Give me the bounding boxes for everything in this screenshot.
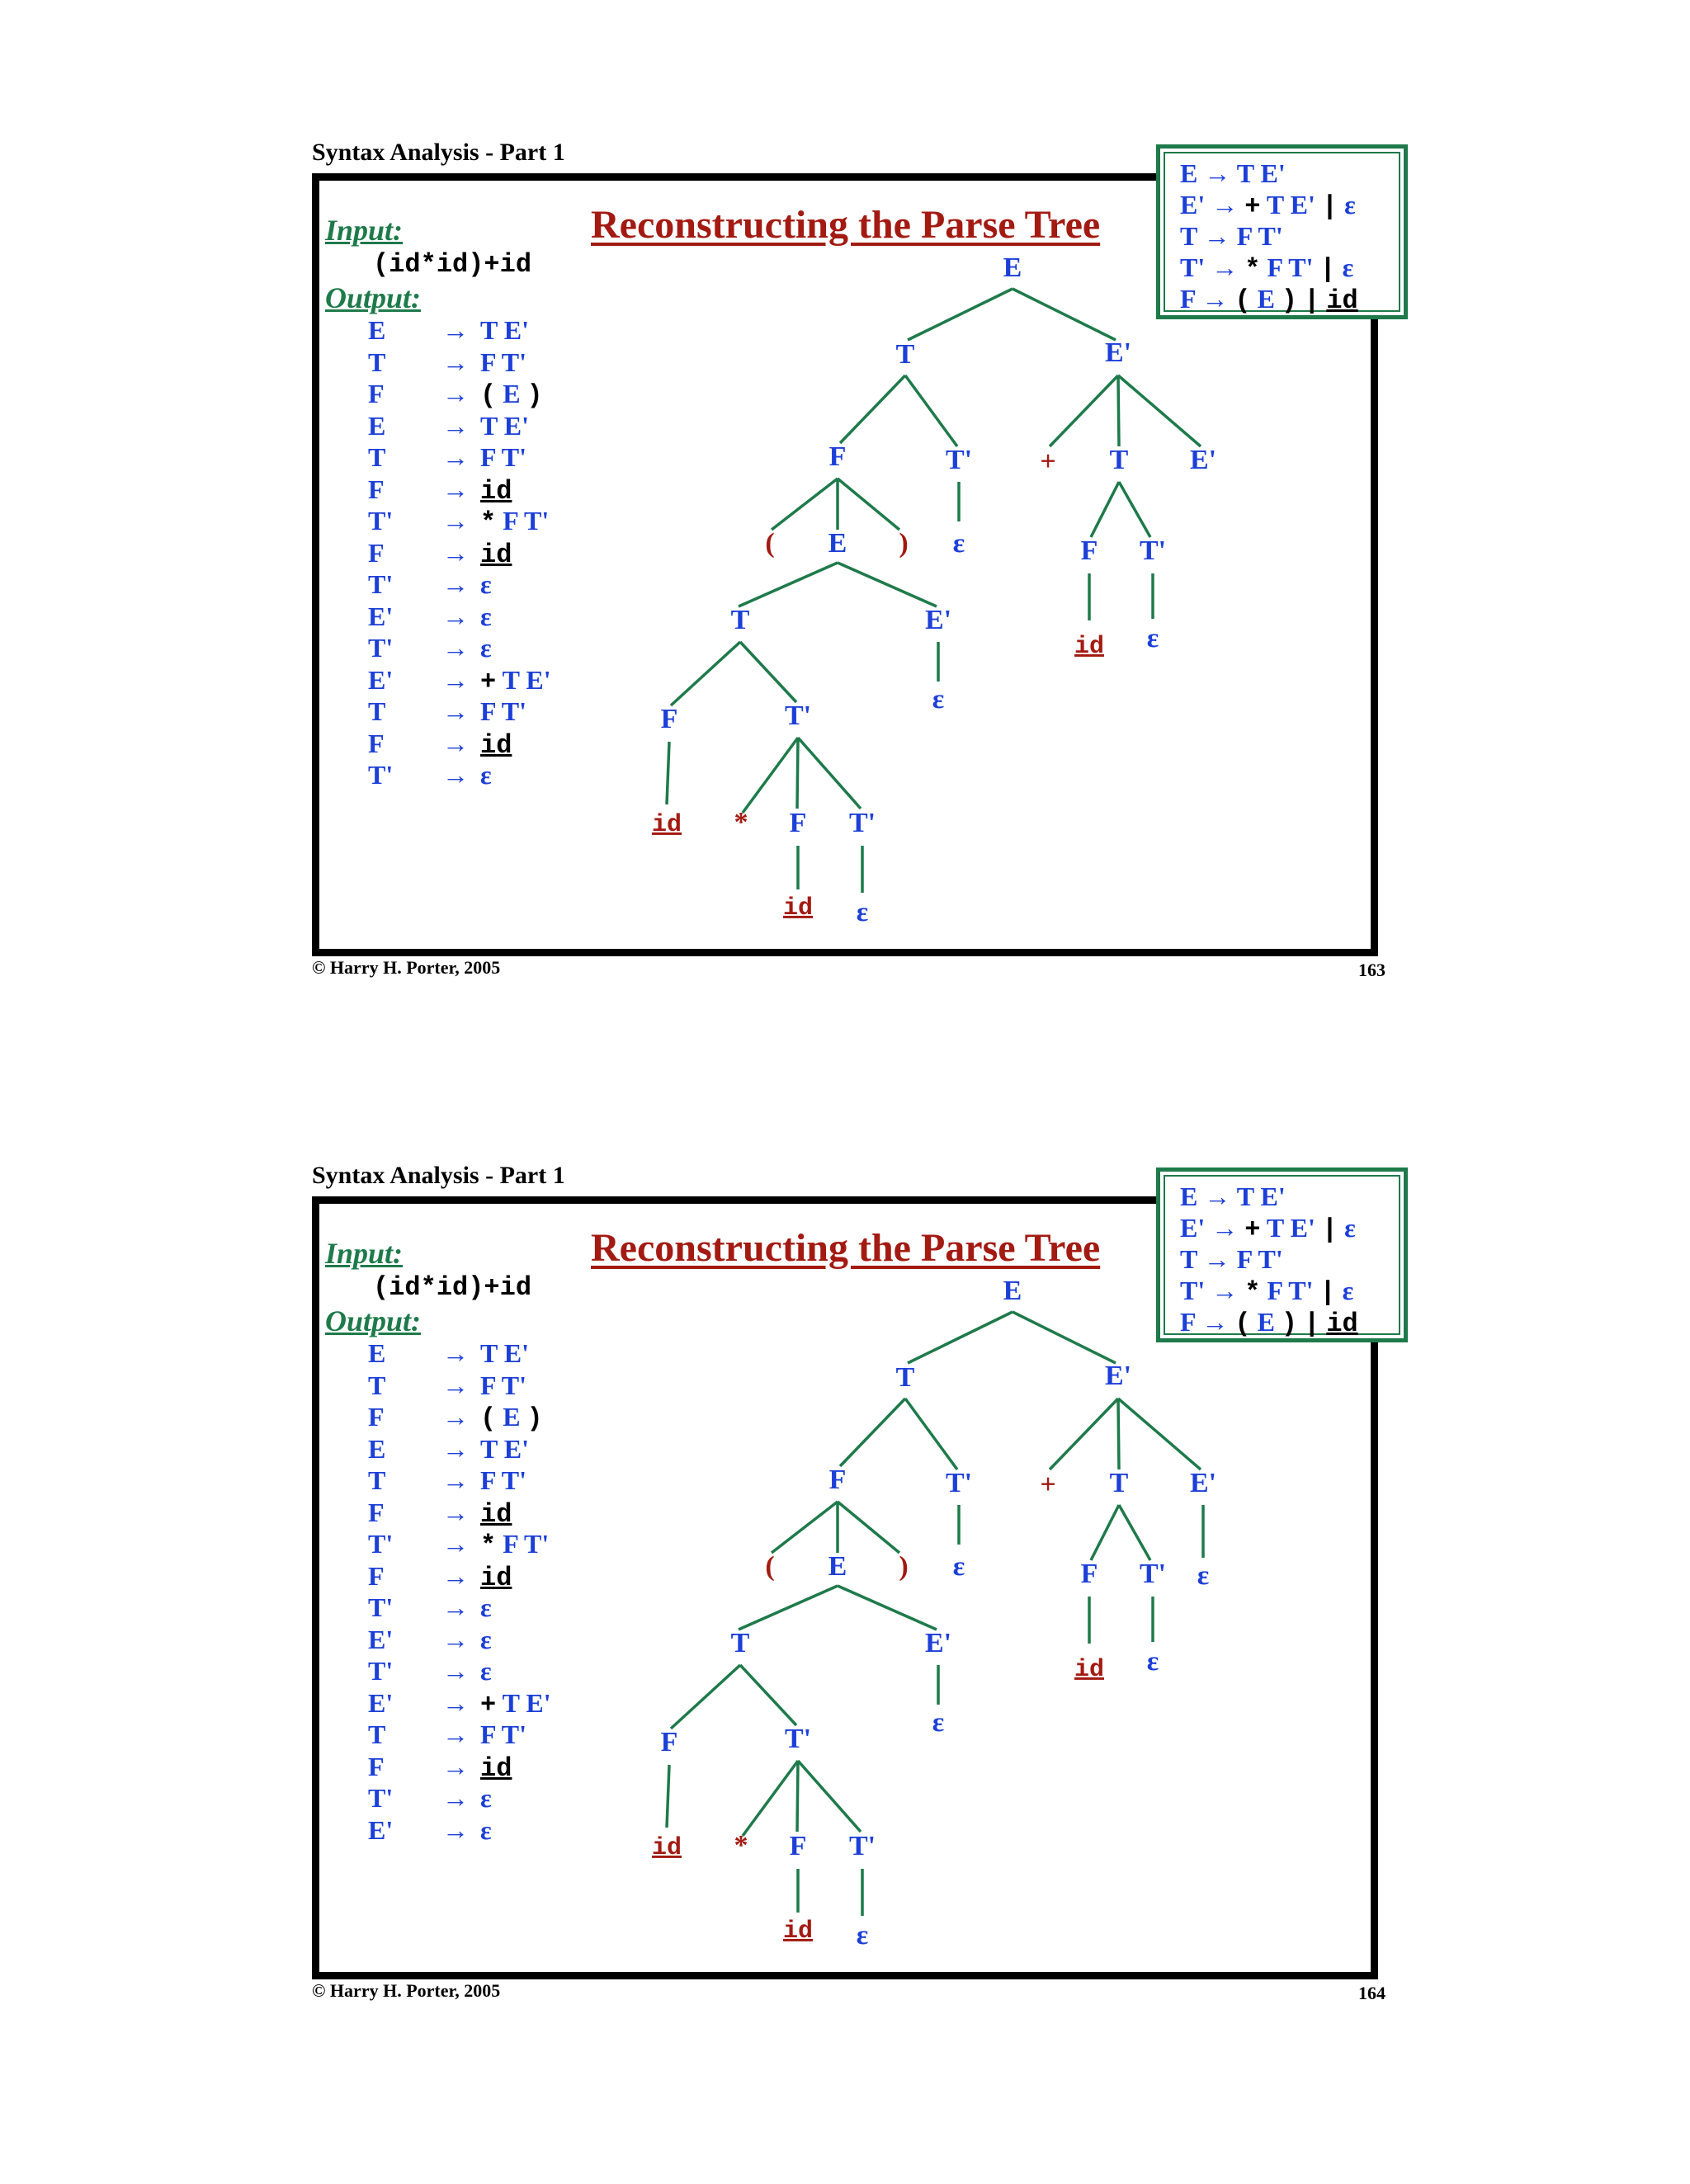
grammar-symbol: E' [503, 315, 529, 345]
tree-node-F4: F [789, 807, 807, 838]
terminal-symbol: + [1244, 1215, 1261, 1245]
terminal-symbol: + [480, 666, 497, 697]
grammar-symbol: T [480, 1338, 498, 1368]
tree-node-F4: F [789, 1830, 807, 1861]
production-lhs: E' [368, 1687, 394, 1718]
tree-node-F1: F [828, 441, 847, 472]
production-lhs: T [368, 1370, 386, 1400]
production-lhs: T' [368, 1656, 394, 1686]
tree-node-Tp3: T' [784, 700, 812, 731]
grammar-symbol: ε [1344, 1213, 1356, 1243]
production-lhs: E [368, 410, 386, 441]
grammar-symbol: ε [480, 601, 492, 631]
grammar-symbol: T [480, 315, 498, 345]
tree-node-Tp2: T' [1139, 1558, 1167, 1589]
tree-edge [908, 289, 1013, 340]
tree-edge [840, 1399, 905, 1466]
tree-node-Tp3: T' [784, 1723, 812, 1754]
tree-node-T3: T [730, 1627, 750, 1658]
tree-edge [1050, 1399, 1118, 1469]
arrow-icon: → [442, 1529, 469, 1559]
grammar-symbol: E [503, 1402, 521, 1432]
tree-edge [743, 738, 798, 813]
grammar-symbol: ε [1342, 252, 1354, 282]
tree-node-plus: + [1040, 446, 1056, 477]
arrow-icon: → [442, 315, 469, 345]
grammar-symbol: E' [1260, 1182, 1286, 1211]
input-value: (id*id)+id [373, 1272, 532, 1303]
tree-node-Ep2: E' [1189, 444, 1217, 475]
output-label: Output: [325, 281, 422, 314]
terminal-symbol: ) [1281, 1309, 1298, 1339]
arrow-icon: → [442, 1656, 469, 1686]
copyright: © Harry H. Porter, 2005 [312, 957, 501, 978]
tree-node-Tp1: T' [945, 1467, 973, 1498]
terminal-symbol: * [1244, 254, 1261, 285]
production-lhs: E' [368, 664, 394, 695]
grammar-symbol: T' [1288, 1276, 1314, 1305]
arrow-icon: → [442, 1497, 469, 1527]
input-label: Input: [325, 1237, 404, 1270]
grammar-symbol: T' [501, 1719, 527, 1749]
tree-node-star: * [734, 1829, 748, 1861]
production-lhs: E [368, 315, 386, 345]
grammar-lhs: F [1180, 284, 1202, 314]
tree-node-Ep1: E' [1104, 1360, 1132, 1391]
arrow-icon: → [1203, 221, 1237, 251]
arrow-icon: → [442, 601, 469, 631]
tree-node-Ep3: E' [924, 604, 952, 635]
production-lhs: T' [368, 1529, 394, 1559]
grammar-symbol: E' [503, 1433, 529, 1464]
grammar-symbol: E' [1260, 158, 1286, 188]
tree-edge [838, 1586, 937, 1630]
terminal-symbol: * [1244, 1277, 1261, 1308]
grammar-symbol: ε [480, 633, 492, 663]
tree-node-eps4: ε [856, 1919, 869, 1951]
tree-edge [840, 375, 905, 443]
tree-node-eps1: ε [952, 527, 965, 559]
tree-node-F1: F [828, 1464, 847, 1495]
terminal-symbol: ( [480, 1403, 497, 1434]
arrow-icon: → [442, 1465, 469, 1495]
terminal-symbol: | [1319, 254, 1336, 285]
grammar-symbol: T [502, 1687, 520, 1718]
grammar-symbol: F [480, 442, 496, 472]
grammar-symbol: ε [480, 1814, 492, 1845]
tree-node-T2: T [1109, 444, 1129, 475]
tree-edge [797, 1761, 798, 1832]
tree-node-lp: ( [765, 527, 775, 559]
grammar-symbol: T' [523, 506, 550, 535]
arrow-icon: → [442, 760, 469, 790]
tree-edge [739, 563, 838, 606]
arrow-icon: → [442, 379, 469, 408]
arrow-icon: → [1203, 1244, 1237, 1274]
grammar-symbol: T [1266, 1213, 1284, 1243]
tree-edge [1118, 1399, 1119, 1469]
arrow-icon: → [442, 1814, 469, 1845]
tree-node-T2: T [1109, 1467, 1129, 1498]
production-lhs: T' [368, 633, 394, 663]
page-number: 164 [1358, 1983, 1386, 2003]
grammar-symbol: E [503, 379, 521, 408]
grammar-lhs: T [1180, 221, 1204, 251]
grammar-symbol: T [1236, 158, 1254, 188]
tree-node-rp: ) [899, 1550, 909, 1582]
grammar-lhs: E [1180, 158, 1205, 188]
tree-node-lp: ( [765, 1550, 775, 1582]
tree-edge [798, 738, 861, 809]
grammar-symbol: ε [480, 569, 492, 599]
terminal-symbol: ( [480, 380, 497, 411]
tree-node-Tp1: T' [945, 444, 973, 475]
tree-node-T1: T [895, 338, 915, 370]
arrow-icon: → [1204, 1182, 1237, 1211]
arrow-icon: → [442, 728, 469, 758]
grammar-lhs: T [1180, 1244, 1204, 1274]
grammar-symbol: T [1266, 190, 1284, 219]
parse-tree [0, 1023, 1690, 2046]
input-label: Input: [325, 214, 404, 247]
slide-163 [0, 0, 1690, 1023]
grammar-symbol: ε [480, 1783, 492, 1813]
tree-edge [772, 479, 838, 530]
terminal-id: id [1326, 285, 1358, 316]
production-lhs: T [368, 347, 386, 377]
tree-edge [798, 1761, 861, 1832]
grammar-symbol: F [480, 347, 496, 377]
grammar-symbol: E' [526, 1687, 551, 1718]
tree-edge [838, 563, 937, 606]
terminal-symbol: ) [1281, 285, 1298, 316]
grammar-symbol: E [1257, 1307, 1275, 1337]
production-lhs: F [368, 728, 385, 758]
grammar-symbol: T' [501, 1465, 527, 1495]
arrow-icon: → [1201, 284, 1235, 314]
terminal-id: id [480, 1498, 512, 1530]
grammar-symbol: T' [1258, 221, 1283, 251]
terminal-symbol: | [1319, 1277, 1336, 1308]
slide-title: Reconstructing the Parse Tree [591, 1226, 1101, 1270]
terminal-symbol: ) [526, 380, 543, 411]
grammar-symbol: ε [480, 1656, 492, 1686]
grammar-symbol: T' [501, 696, 527, 726]
arrow-icon: → [442, 696, 469, 726]
arrow-icon: → [442, 569, 469, 599]
tree-node-star: * [734, 806, 748, 837]
production-lhs: F [368, 1751, 385, 1781]
grammar-lhs: T' [1180, 1276, 1212, 1305]
grammar-symbol: ε [1342, 1276, 1354, 1305]
tree-node-id3: id [1074, 1655, 1105, 1684]
grammar-symbol: E' [526, 664, 551, 695]
grammar-symbol: ε [480, 1624, 492, 1654]
grammar-symbol: E' [503, 1338, 529, 1368]
terminal-symbol: + [1244, 191, 1261, 222]
arrow-icon: → [442, 410, 469, 441]
tree-node-F3: F [660, 1726, 678, 1757]
tree-edge [905, 1399, 957, 1469]
arrow-icon: → [442, 1338, 469, 1368]
tree-edge [838, 1502, 899, 1553]
tree-node-T1: T [895, 1361, 915, 1393]
arrow-icon: → [442, 1719, 469, 1749]
production-lhs: E' [368, 601, 394, 631]
arrow-icon: → [442, 1560, 469, 1591]
terminal-id: id [480, 539, 512, 570]
terminal-symbol: * [480, 507, 497, 538]
grammar-symbol: F [480, 1370, 496, 1400]
tree-node-Tp4: T' [848, 1830, 876, 1861]
tree-edge [1091, 1505, 1119, 1560]
grammar-lhs: F [1180, 1307, 1202, 1337]
grammar-symbol: F [503, 506, 518, 535]
terminal-id: id [480, 1562, 512, 1593]
production-lhs: T' [368, 1783, 394, 1813]
tree-edge [1118, 375, 1201, 446]
tree-node-eps2: ε [932, 1706, 945, 1738]
arrow-icon: → [442, 1624, 469, 1654]
tree-node-Ep3: E' [924, 1627, 952, 1658]
tree-node-eps3: ε [1146, 622, 1159, 653]
output-label: Output: [325, 1304, 422, 1337]
tree-edge [905, 375, 957, 446]
input-value: (id*id)+id [373, 249, 532, 280]
grammar-symbol: T [480, 1433, 498, 1464]
tree-node-F3: F [660, 703, 678, 734]
grammar-symbol: F [503, 1529, 518, 1559]
grammar-symbol: T' [501, 1370, 527, 1400]
tree-edge [743, 1761, 798, 1836]
grammar-symbol: E [1257, 284, 1275, 314]
production-lhs: T' [368, 569, 394, 599]
terminal-symbol: | [1321, 191, 1338, 222]
grammar-symbol: F [1236, 1244, 1253, 1274]
tree-node-eps3: ε [1146, 1645, 1159, 1677]
tree-edge [667, 1765, 669, 1828]
arrow-icon: → [442, 537, 469, 568]
grammar-symbol: F [1267, 252, 1282, 282]
arrow-icon: → [442, 1592, 469, 1622]
grammar-symbol: E' [1290, 190, 1315, 219]
tree-edge [671, 642, 740, 705]
grammar-symbol: E' [1290, 1213, 1315, 1243]
arrow-icon: → [1211, 190, 1245, 219]
production-lhs: F [368, 379, 385, 408]
grammar-symbol: ε [1344, 190, 1356, 219]
production-lhs: T' [368, 1592, 394, 1622]
grammar-symbol: F [480, 1465, 496, 1495]
tree-node-E2: E [828, 1550, 847, 1582]
arrow-icon: → [442, 442, 469, 472]
grammar-symbol: T' [1288, 252, 1314, 282]
grammar-symbol: F [1267, 1276, 1282, 1305]
tree-node-plus: + [1040, 1469, 1056, 1500]
tree-edge [1091, 482, 1119, 537]
grammar-symbol: T [480, 410, 498, 441]
production-lhs: T [368, 1465, 386, 1495]
grammar-symbol: T' [1258, 1244, 1283, 1274]
grammar-symbol: T [502, 664, 520, 695]
production-lhs: E [368, 1338, 386, 1368]
production-lhs: F [368, 537, 385, 568]
grammar-lhs: T' [1180, 252, 1212, 282]
production-lhs: T' [368, 760, 394, 790]
grammar-symbol: F [480, 1719, 496, 1749]
tree-node-eps4: ε [856, 896, 869, 927]
tree-edge [1118, 375, 1119, 446]
grammar-symbol: E' [503, 410, 529, 441]
tree-node-E2: E [828, 527, 847, 559]
tree-edge [1013, 1312, 1116, 1363]
tree-edge [1119, 482, 1150, 537]
terminal-symbol: * [480, 1531, 497, 1561]
slide-title: Reconstructing the Parse Tree [591, 203, 1101, 247]
tree-node-Ep1: E' [1104, 337, 1132, 368]
grammar-lhs: E [1180, 1182, 1205, 1211]
tree-node-id2: id [782, 894, 814, 922]
arrow-icon: → [1201, 1307, 1235, 1337]
grammar-symbol: F [1236, 221, 1253, 251]
grammar-lhs: E' [1180, 190, 1212, 219]
slide-164 [0, 1023, 1690, 2046]
tree-edge [1118, 1399, 1201, 1469]
arrow-icon: → [442, 1687, 469, 1718]
tree-edge [908, 1312, 1013, 1363]
tree-node-id2: id [782, 1917, 814, 1946]
grammar-symbol: T' [501, 442, 527, 472]
arrow-icon: → [442, 347, 469, 377]
arrow-icon: → [442, 1783, 469, 1813]
arrow-icon: → [1204, 158, 1237, 188]
tree-edge [772, 1502, 838, 1553]
terminal-symbol: + [480, 1689, 497, 1720]
production-lhs: F [368, 1402, 385, 1432]
tree-edge [797, 738, 798, 809]
arrow-icon: → [442, 1433, 469, 1464]
arrow-icon: → [442, 1370, 469, 1400]
production-lhs: T [368, 442, 386, 472]
tree-edge [1013, 289, 1116, 340]
tree-node-Tp2: T' [1139, 535, 1167, 566]
tree-node-T3: T [730, 604, 750, 635]
tree-node-id1: id [651, 810, 682, 839]
tree-edge [1119, 1505, 1150, 1560]
arrow-icon: → [442, 664, 469, 695]
arrow-icon: → [1211, 1276, 1245, 1305]
grammar-symbol: F [480, 696, 496, 726]
production-lhs: E' [368, 1624, 394, 1654]
tree-edge [1050, 375, 1118, 446]
tree-node-eps5: ε [1197, 1559, 1210, 1591]
arrow-icon: → [1211, 252, 1245, 282]
parse-tree [0, 0, 1690, 1023]
tree-node-id3: id [1074, 632, 1105, 661]
production-lhs: T [368, 1719, 386, 1749]
tree-node-eps2: ε [932, 683, 945, 715]
tree-node-Ep2: E' [1189, 1467, 1217, 1498]
tree-edge [740, 642, 796, 702]
tree-edge [740, 1665, 796, 1725]
tree-node-eps1: ε [952, 1550, 965, 1582]
production-lhs: T [368, 696, 386, 726]
terminal-symbol: | [1304, 285, 1320, 316]
grammar-symbol: ε [480, 760, 492, 790]
terminal-symbol: | [1321, 1215, 1338, 1245]
slide-header: Syntax Analysis - Part 1 [312, 139, 565, 166]
production-lhs: E [368, 1433, 386, 1464]
grammar-symbol: T [1236, 1182, 1254, 1211]
arrow-icon: → [442, 1751, 469, 1781]
terminal-id: id [1326, 1309, 1358, 1339]
tree-node-F2: F [1080, 1558, 1098, 1589]
production-lhs: T' [368, 506, 394, 535]
terminal-symbol: | [1304, 1309, 1320, 1339]
grammar-lhs: E' [1180, 1213, 1212, 1243]
tree-node-rp: ) [899, 527, 909, 559]
arrow-icon: → [442, 506, 469, 535]
copyright: © Harry H. Porter, 2005 [312, 1980, 501, 2001]
terminal-id: id [480, 1752, 512, 1784]
terminal-symbol: ( [1234, 1309, 1251, 1339]
tree-node-rootE: E [1003, 252, 1022, 283]
terminal-symbol: ( [1234, 285, 1251, 316]
tree-edge [671, 1665, 740, 1729]
terminal-symbol: ) [526, 1403, 543, 1434]
terminal-id: id [480, 729, 512, 761]
arrow-icon: → [442, 1402, 469, 1432]
tree-node-id1: id [651, 1833, 682, 1862]
production-lhs: F [368, 1560, 385, 1591]
production-lhs: F [368, 1497, 385, 1527]
tree-edge [838, 479, 899, 530]
tree-edge [667, 742, 669, 804]
tree-node-Tp4: T' [848, 807, 876, 838]
grammar-symbol: T' [523, 1529, 550, 1559]
terminal-id: id [480, 475, 512, 507]
tree-node-F2: F [1080, 535, 1098, 566]
grammar-symbol: ε [480, 1592, 492, 1622]
slide-header: Syntax Analysis - Part 1 [312, 1162, 565, 1189]
production-lhs: F [368, 474, 385, 504]
arrow-icon: → [442, 474, 469, 504]
tree-edge [739, 1586, 838, 1630]
grammar-symbol: T' [501, 347, 527, 377]
tree-node-rootE: E [1003, 1275, 1022, 1306]
arrow-icon: → [442, 633, 469, 663]
arrow-icon: → [1211, 1213, 1245, 1243]
production-lhs: E' [368, 1814, 394, 1845]
page-number: 163 [1358, 960, 1386, 980]
